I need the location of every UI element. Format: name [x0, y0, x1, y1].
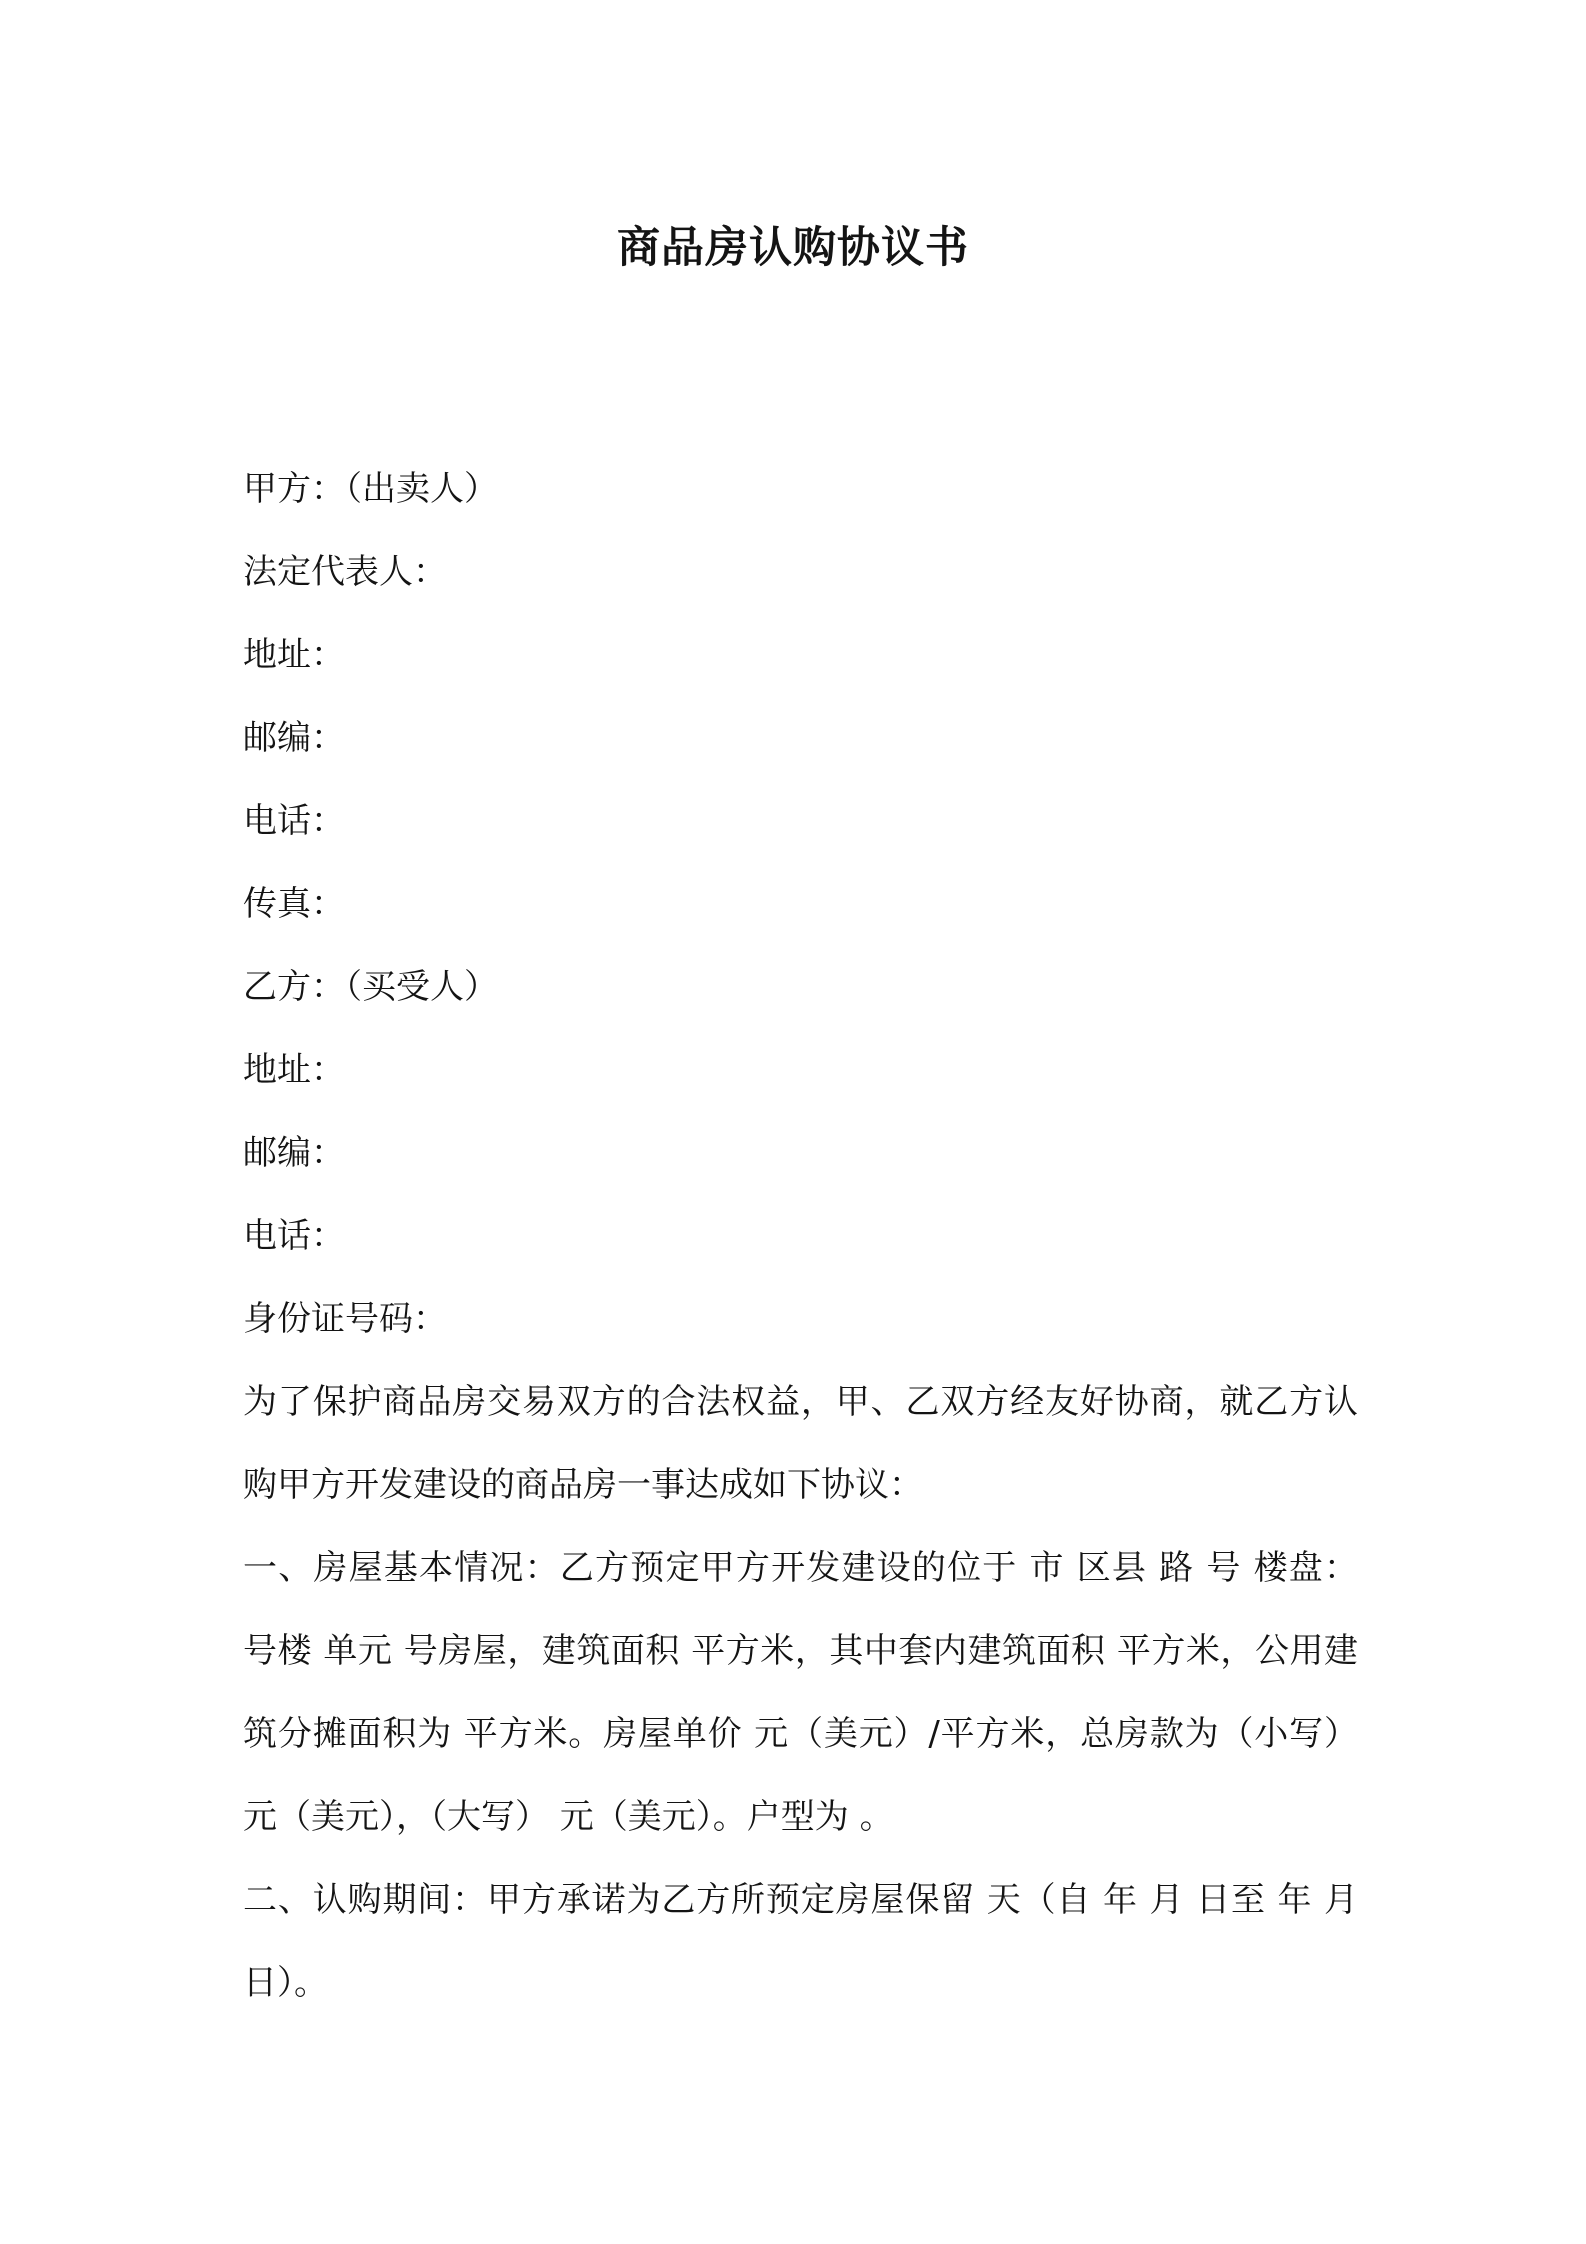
- party-b-id-number-field: 身份证号码：: [243, 1299, 447, 1339]
- clause-1-house-info: 一、房屋基本情况：乙方预定甲方开发建设的位于 市 区县 路 号 楼盘： 号楼 单元 号房屋，建筑面积 平方米，其中套内建筑面积 平方米，公用建筑分摊面积为 平方米。房屋单价 元（美元）/平方米，总房款为（小写） 元（美元），（大写） 元（美元）。户型为 。: [243, 1548, 1358, 1837]
- party-a-phone-field: 电话：: [243, 801, 345, 841]
- party-b-phone-field: 电话：: [243, 1216, 345, 1256]
- party-b-heading: 乙方：（买受人）: [243, 967, 498, 1007]
- party-b-address-field: 地址：: [243, 1050, 345, 1090]
- party-a-postcode-field: 邮编：: [243, 718, 345, 758]
- party-a-address-field: 地址：: [243, 635, 345, 675]
- document-title: 商品房认购协议书: [617, 223, 969, 273]
- party-a-legal-rep-field: 法定代表人：: [243, 552, 447, 592]
- party-a-heading: 甲方：（出卖人）: [243, 469, 498, 509]
- clause-2-subscription-period: 二、认购期间：甲方承诺为乙方所预定房屋保留 天（自 年 月 日至 年 月 日）。: [243, 1880, 1358, 2003]
- party-b-postcode-field: 邮编：: [243, 1133, 345, 1173]
- document-body: [243, 448, 1358, 2025]
- preamble-paragraph: 为了保护商品房交易双方的合法权益，甲、乙双方经友好协商，就乙方认购甲方开发建设的商品房一事达成如下协议：: [243, 1382, 1358, 1505]
- party-a-fax-field: 传真：: [243, 884, 345, 924]
